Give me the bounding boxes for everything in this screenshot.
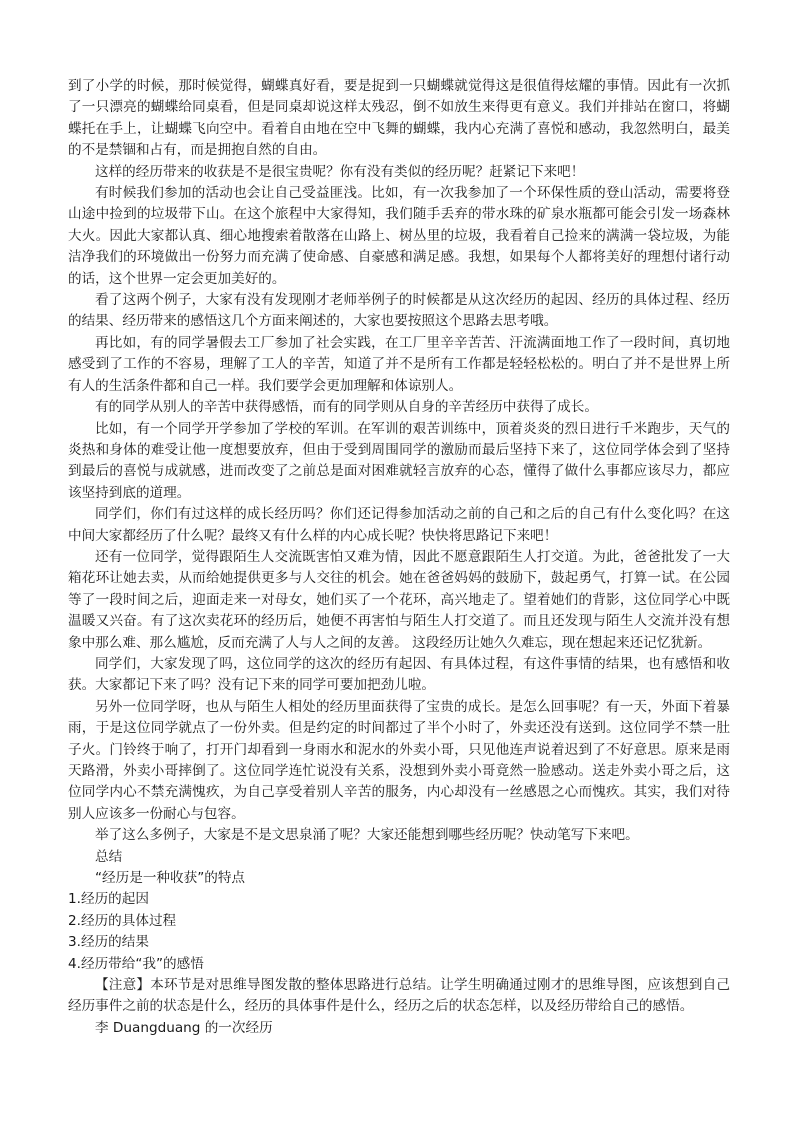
paragraph-flower-garland: 还有一位同学，觉得跟陌生人交流既害怕又难为情，因此不愿意跟陌生人打交道。为此，爸爸批发了一大箱花环让她去卖，从而给她提供更多与人交往的机会。她在爸爸妈妈的鼓励下，鼓起勇气，打算一试。在公园等了一段时间之后，迎面走来一对母女，她们买了一个花环，高兴地走了。望着她们的背影，这位同学心中既温暖又兴奋。有了这次卖花环的经历后，她便不再害怕与陌生人打交道了。而且还发现与陌生人交流并没有想象中那么难、那么尴尬，反而充满了人与人之间的友善。 这段经历让她久久难忘，现在想起来还记忆犹新。 (68, 548, 730, 651)
paragraph-question-2: 同学们，你们有过这样的成长经历吗？你们还记得参加活动之前的自己和之后的自己有什么变化吗？在这中间大家都经历了什么呢？最终又有什么样的内心成长呢？快快将思路记下来吧！ (68, 506, 730, 544)
paragraph-butterfly: 到了小学的时候，那时候觉得，蝴蝶真好看，要是捉到一只蝴蝶就觉得这是很值得炫耀的事情。因此有一次抓了一只漂亮的蝴蝶给同桌看，但是同桌却说这样太残忍，倒不如放生来得更有意义。我们并排站在窗口，将蝴蝶托在手上，让蝴蝶飞向空中。看着自由地在空中飞舞的蝴蝶，我内心充满了喜悦和感动，我忽然明白，最美的不是禁锢和占有，而是拥抱自然的自由。 (68, 78, 730, 159)
summary-item: 1.经历的起因 (68, 891, 149, 908)
note-label: 【注意】 (95, 977, 151, 994)
paragraph-question-1: 这样的经历带来的收获是不是很宝贵呢？你有没有类似的经历呢？赶紧记下来吧！ (95, 163, 585, 180)
footer-title: 李 Duangduang 的一次经历 (95, 1019, 273, 1036)
paragraph-closing-prompt: 举了这么多例子，大家是不是文思泉涌了呢？大家还能想到哪些经历呢？快动笔写下来吧。 (95, 827, 639, 844)
paragraph-hiking: 有时候我们参加的活动也会让自己受益匪浅。比如，有一次我参加了一个环保性质的登山活动，需要将登山途中捡到的垃圾带下山。在这个旅程中大家得知，我们随手丢弃的带水珠的矿泉水瓶都可能会引发一场森林大火。因此大家都认真、细心地搜索着散落在山路上、树丛里的垃圾，我看着自己捡来的满满一袋垃圾，为能洁净我们的环境做出一份努力而充满了使命感、自豪感和满足感。我想，如果每个人都将美好的理想付诸行动的话，这个世界一定会更加美好的。 (68, 185, 730, 287)
paragraph-examples-review: 看了这两个例子，大家有没有发现刚才老师举例子的时候都是从这次经历的起因、经历的具体过程、经历的结果、经历带来的感悟这几个方面来阐述的，大家也要按照这个思路去思考哦。 (68, 292, 730, 330)
paragraph-delivery: 另外一位同学呀，也从与陌生人相处的经历里面获得了宝贵的成长。是怎么回事呢？有一天，外面下着暴雨，于是这位同学就点了一份外卖。但是约定的时间都过了半个小时了，外卖还没有送到。这位同学不禁一肚子火。门铃终于响了，打开门却看到一身雨水和泥水的外卖小哥，只见他连声说着迟到了不好意思。原来是雨天路滑，外卖小哥摔倒了。这位同学连忙说没有关系，没想到外卖小哥竟然一脸感动。送走外卖小哥之后，这位同学内心不禁充满愧疚，为自己享受着别人辛苦的服务，内心却没有一丝感恩之心而愧疚。其实，我们对待别人应该多一份耐心与包容。 (68, 698, 730, 822)
paragraph-question-3: 同学们，大家发现了吗，这位同学的这次的经历有起因、有具体过程，有这件事情的结果，也有感悟和收获。大家都记下来了吗？没有记下来的同学可要加把劲儿啦。 (68, 655, 730, 694)
document-page (68, 76, 730, 1039)
note-paragraph (68, 975, 730, 1018)
summary-heading: 总结 (95, 848, 123, 865)
summary-subheading: “经历是一种收获”的特点 (95, 870, 246, 887)
paragraph-growth-intro: 有的同学从别人的辛苦中获得感悟，而有的同学则从自身的辛苦经历中获得了成长。 (95, 399, 598, 416)
paragraph-military-training: 比如，有一个同学开学参加了学校的军训。在军训的艰苦训练中，顶着炎炎的烈日进行千米跑步，天气的炎热和身体的难受让他一度想要放弃，但由于受到周围同学的激励而最后坚持下来了，这位同学体会到了坚持到最后的喜悦与成就感，进而改变了之前总是面对困难就轻言放弃的心态，懂得了做什么事都应该尽力，都应该坚持到底的道理。 (68, 420, 730, 501)
summary-item: 3.经历的结果 (68, 934, 149, 951)
note-text: 本环节是对思维导图发散的整体思路进行总结。让学生明确通过刚才的思维导图，应该想到自己经历事件之前的状态是什么，经历的具体事件是什么，经历之后的状态怎样，以及经历带给自己的感悟。 (68, 977, 731, 1015)
paragraph-factory: 再比如，有的同学暑假去工厂参加了社会实践，在工厂里辛辛苦苦、汗流满面地工作了一段时间，真切地感受到了工作的不容易，理解了工人的辛苦，知道了并不是所有工作都是轻轻松松的。明白了并不是世界上所有人的生活条件都和自己一样。我们要学会更加理解和体谅别人。 (68, 334, 730, 394)
summary-item: 4.经历带给“我”的感悟 (68, 955, 204, 972)
summary-item: 2.经历的具体过程 (68, 912, 177, 929)
